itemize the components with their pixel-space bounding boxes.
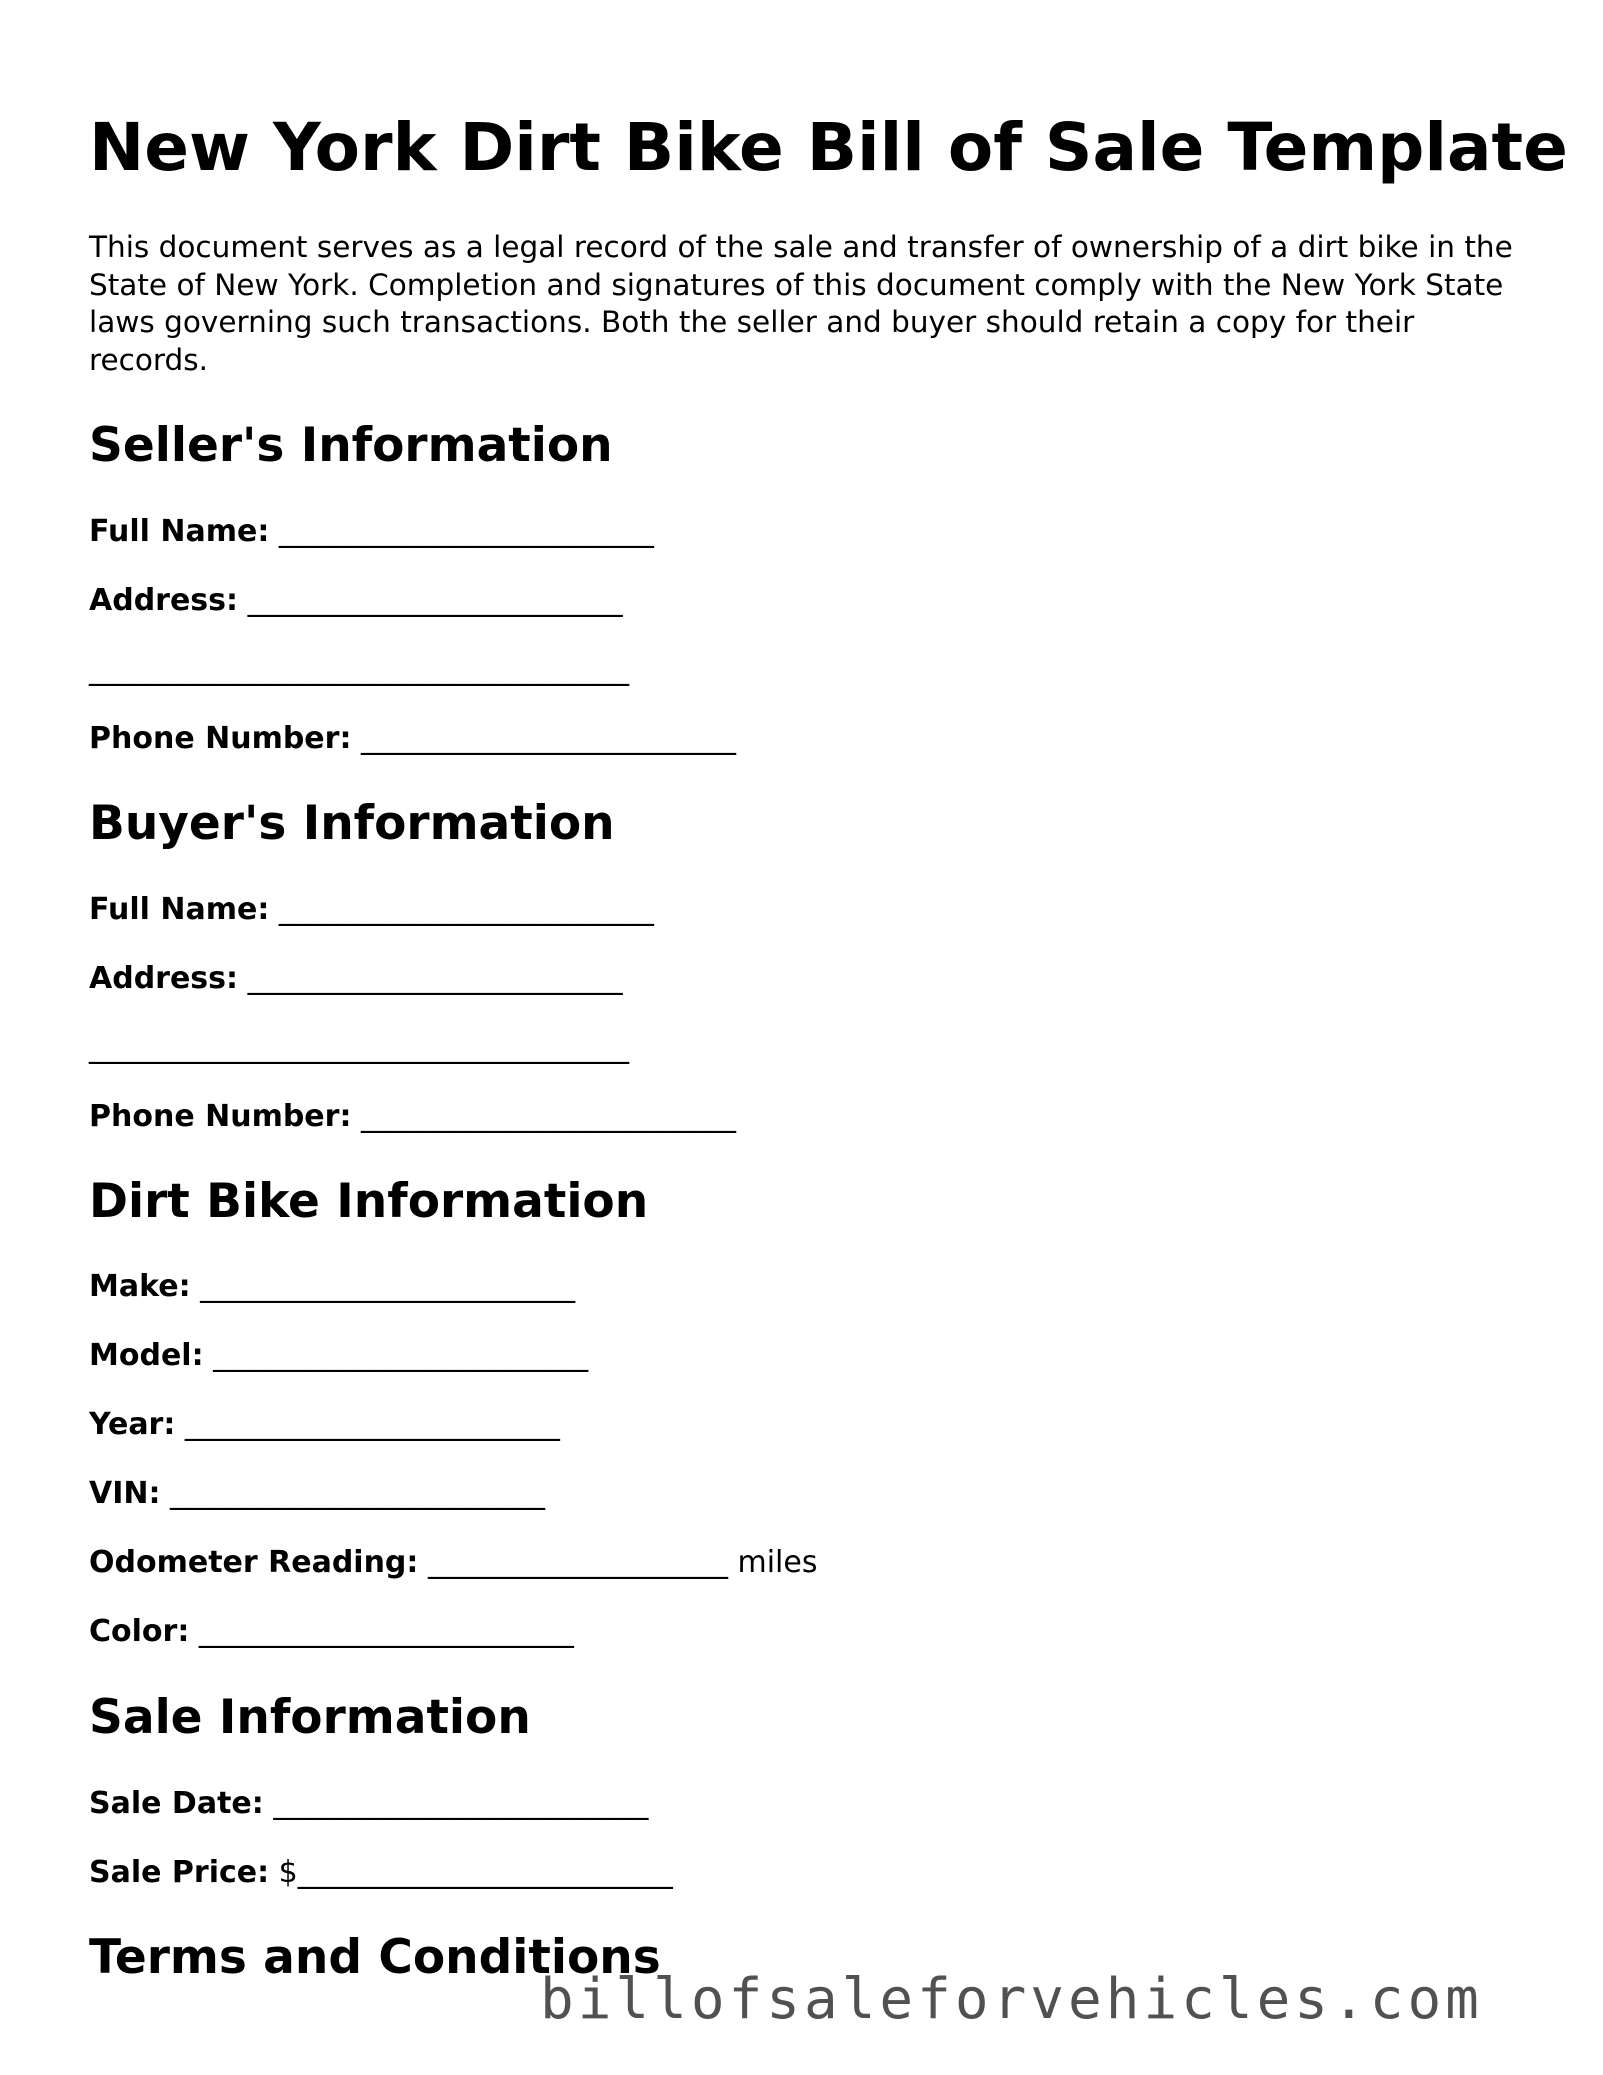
buyer-full-name-blank[interactable]: _________________________ [278,892,654,927]
seller-address-blank[interactable]: _________________________ [247,583,623,618]
seller-phone-field[interactable] [89,719,736,759]
bike-odometer-label: Odometer Reading: [89,1545,419,1580]
buyer-section-heading: Buyer's Information [89,796,615,851]
sale-date-blank[interactable]: _________________________ [273,1786,649,1821]
seller-phone-blank[interactable]: _________________________ [361,721,736,756]
bike-odometer-field[interactable] [89,1543,817,1583]
bike-vin-field[interactable] [89,1474,545,1514]
sale-price-field[interactable] [89,1853,673,1893]
bike-make-blank[interactable]: _________________________ [200,1269,576,1304]
bike-year-field[interactable] [89,1405,560,1445]
sale-date-field[interactable] [89,1784,648,1824]
buyer-address-line2-field[interactable] [89,1028,629,1068]
bike-model-blank[interactable]: _________________________ [213,1338,589,1373]
buyer-address-line2-blank[interactable]: ____________________________________ [89,1030,629,1065]
bike-make-field[interactable] [89,1267,575,1307]
buyer-full-name-field[interactable] [89,890,654,930]
buyer-phone-field[interactable] [89,1097,736,1137]
terms-section-heading: Terms and Conditions [89,1930,661,1985]
seller-address-label: Address: [89,583,239,618]
buyer-address-blank[interactable]: _________________________ [247,961,623,996]
sale-price-blank[interactable]: _________________________ [297,1855,673,1890]
bike-vin-label: VIN: [89,1476,161,1511]
bike-section-heading: Dirt Bike Information [89,1174,649,1229]
page-title: New York Dirt Bike Bill of Sale Template [89,109,1568,186]
seller-full-name-field[interactable] [89,512,654,552]
bike-model-label: Model: [89,1338,204,1373]
sale-date-label: Sale Date: [89,1786,264,1821]
sale-price-currency: $ [278,1855,298,1890]
seller-full-name-blank[interactable]: _________________________ [278,514,654,549]
bike-color-field[interactable] [89,1612,574,1652]
site-watermark: billofsaleforvehicles.com [540,1967,1483,2032]
seller-full-name-label: Full Name: [89,514,270,549]
sale-price-label: Sale Price: [89,1855,270,1890]
bike-year-label: Year: [89,1407,176,1442]
seller-address-field[interactable] [89,581,623,621]
buyer-address-label: Address: [89,961,239,996]
bike-color-blank[interactable]: _________________________ [198,1614,574,1649]
buyer-address-field[interactable] [89,959,623,999]
bike-year-blank[interactable]: _________________________ [184,1407,560,1442]
seller-section-heading: Seller's Information [89,418,613,473]
buyer-full-name-label: Full Name: [89,892,270,927]
seller-address-line2-field[interactable] [89,650,629,690]
bike-vin-blank[interactable]: _________________________ [170,1476,546,1511]
bike-make-label: Make: [89,1269,191,1304]
bike-color-label: Color: [89,1614,190,1649]
buyer-phone-blank[interactable]: _________________________ [361,1099,736,1134]
buyer-phone-label: Phone Number: [89,1099,352,1134]
intro-paragraph: This document serves as a legal record of the sale and transfer of ownership of a dirt bike in the State of New York. Completion and signatures of this document comply with the New York State laws governing such transactions. Both the seller and buyer should retain a copy for their records. [89,230,1513,377]
bike-odometer-unit: miles [737,1545,818,1580]
bike-odometer-blank[interactable]: ____________________ [427,1545,728,1580]
seller-phone-label: Phone Number: [89,721,352,756]
bike-model-field[interactable] [89,1336,588,1376]
sale-section-heading: Sale Information [89,1690,531,1745]
seller-address-line2-blank[interactable]: ____________________________________ [89,652,629,687]
